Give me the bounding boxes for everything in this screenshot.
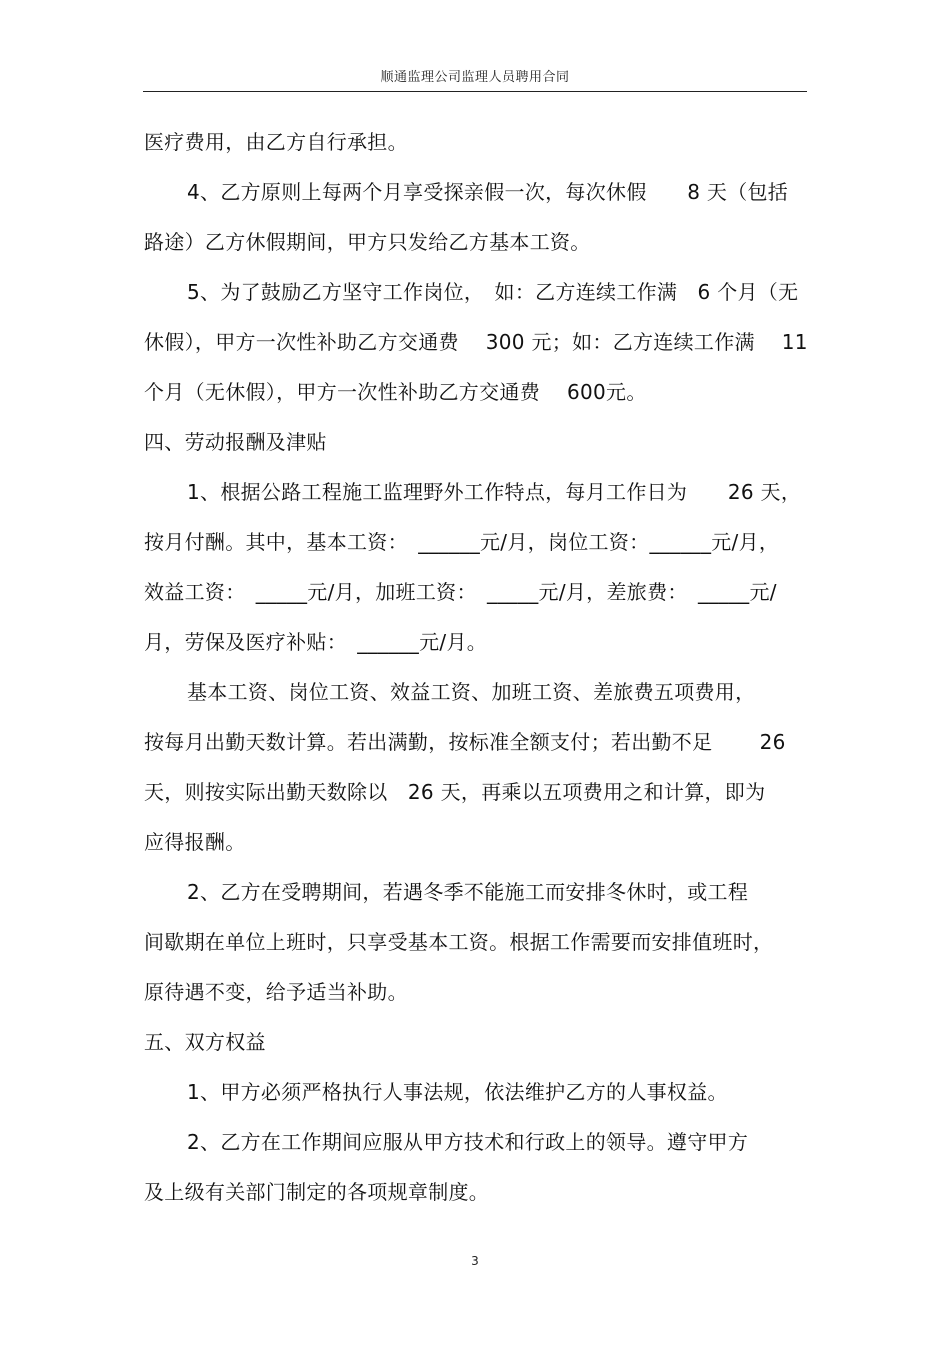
text-line: 应得报酬。	[144, 830, 246, 854]
text-line: 基本工资、岗位工资、效益工资、加班工资、差旅费五项费用，	[187, 680, 756, 704]
text-line: 及上级有关部门制定的各项规章制度。	[144, 1180, 490, 1204]
text-line: 月，劳保及医疗补贴： ______元/月。	[144, 630, 488, 654]
text-line: 4、乙方原则上每两个月享受探亲假一次，每次休假 8 天（包括	[187, 180, 789, 204]
page-number: 3	[471, 1254, 479, 1268]
text-line: 路途）乙方休假期间，甲方只发给乙方基本工资。	[144, 230, 591, 254]
text-line: 原待遇不变，给予适当补助。	[144, 980, 408, 1004]
text-line: 个月（无休假），甲方一次性补助乙方交通费 600元。	[144, 380, 647, 404]
text-line: 天，则按实际出勤天数除以 26 天，再乘以五项费用之和计算，即为	[144, 780, 766, 804]
text-line: 按月付酬。其中，基本工资： ______元/月，岗位工资：______元/月，	[144, 530, 780, 554]
text-line: 2、乙方在受聘期间，若遇冬季不能施工而安排冬休时，或工程	[187, 880, 749, 904]
text-line: 按每月出勤天数计算。若出满勤，按标准全额支付；若出勤不足 26	[144, 730, 786, 754]
text-line: 休假），甲方一次性补助乙方交通费 300 元；如：乙方连续工作满 11	[144, 330, 808, 354]
text-line: 1、根据公路工程施工监理野外工作特点，每月工作日为 26 天，	[187, 480, 802, 504]
section-heading: 四、劳动报酬及津贴	[144, 430, 327, 454]
text-line: 5、为了鼓励乙方坚守工作岗位， 如：乙方连续工作满 6 个月（无	[187, 280, 799, 304]
text-line: 医疗费用，由乙方自行承担。	[144, 130, 408, 154]
running-header: 顺通监理公司监理人员聘用合同	[380, 70, 570, 85]
text-line: 1、甲方必须严格执行人事法规，依法维护乙方的人事权益。	[187, 1080, 728, 1104]
text-line: 效益工资： _____元/月，加班工资： _____元/月，差旅费： _____元/	[144, 580, 777, 604]
text-line: 间歇期在单位上班时，只享受基本工资。根据工作需要而安排值班时，	[144, 930, 774, 954]
header-rule	[143, 91, 807, 92]
text-line: 2、乙方在工作期间应服从甲方技术和行政上的领导。遵守甲方	[187, 1130, 749, 1154]
section-heading: 五、双方权益	[144, 1030, 266, 1054]
